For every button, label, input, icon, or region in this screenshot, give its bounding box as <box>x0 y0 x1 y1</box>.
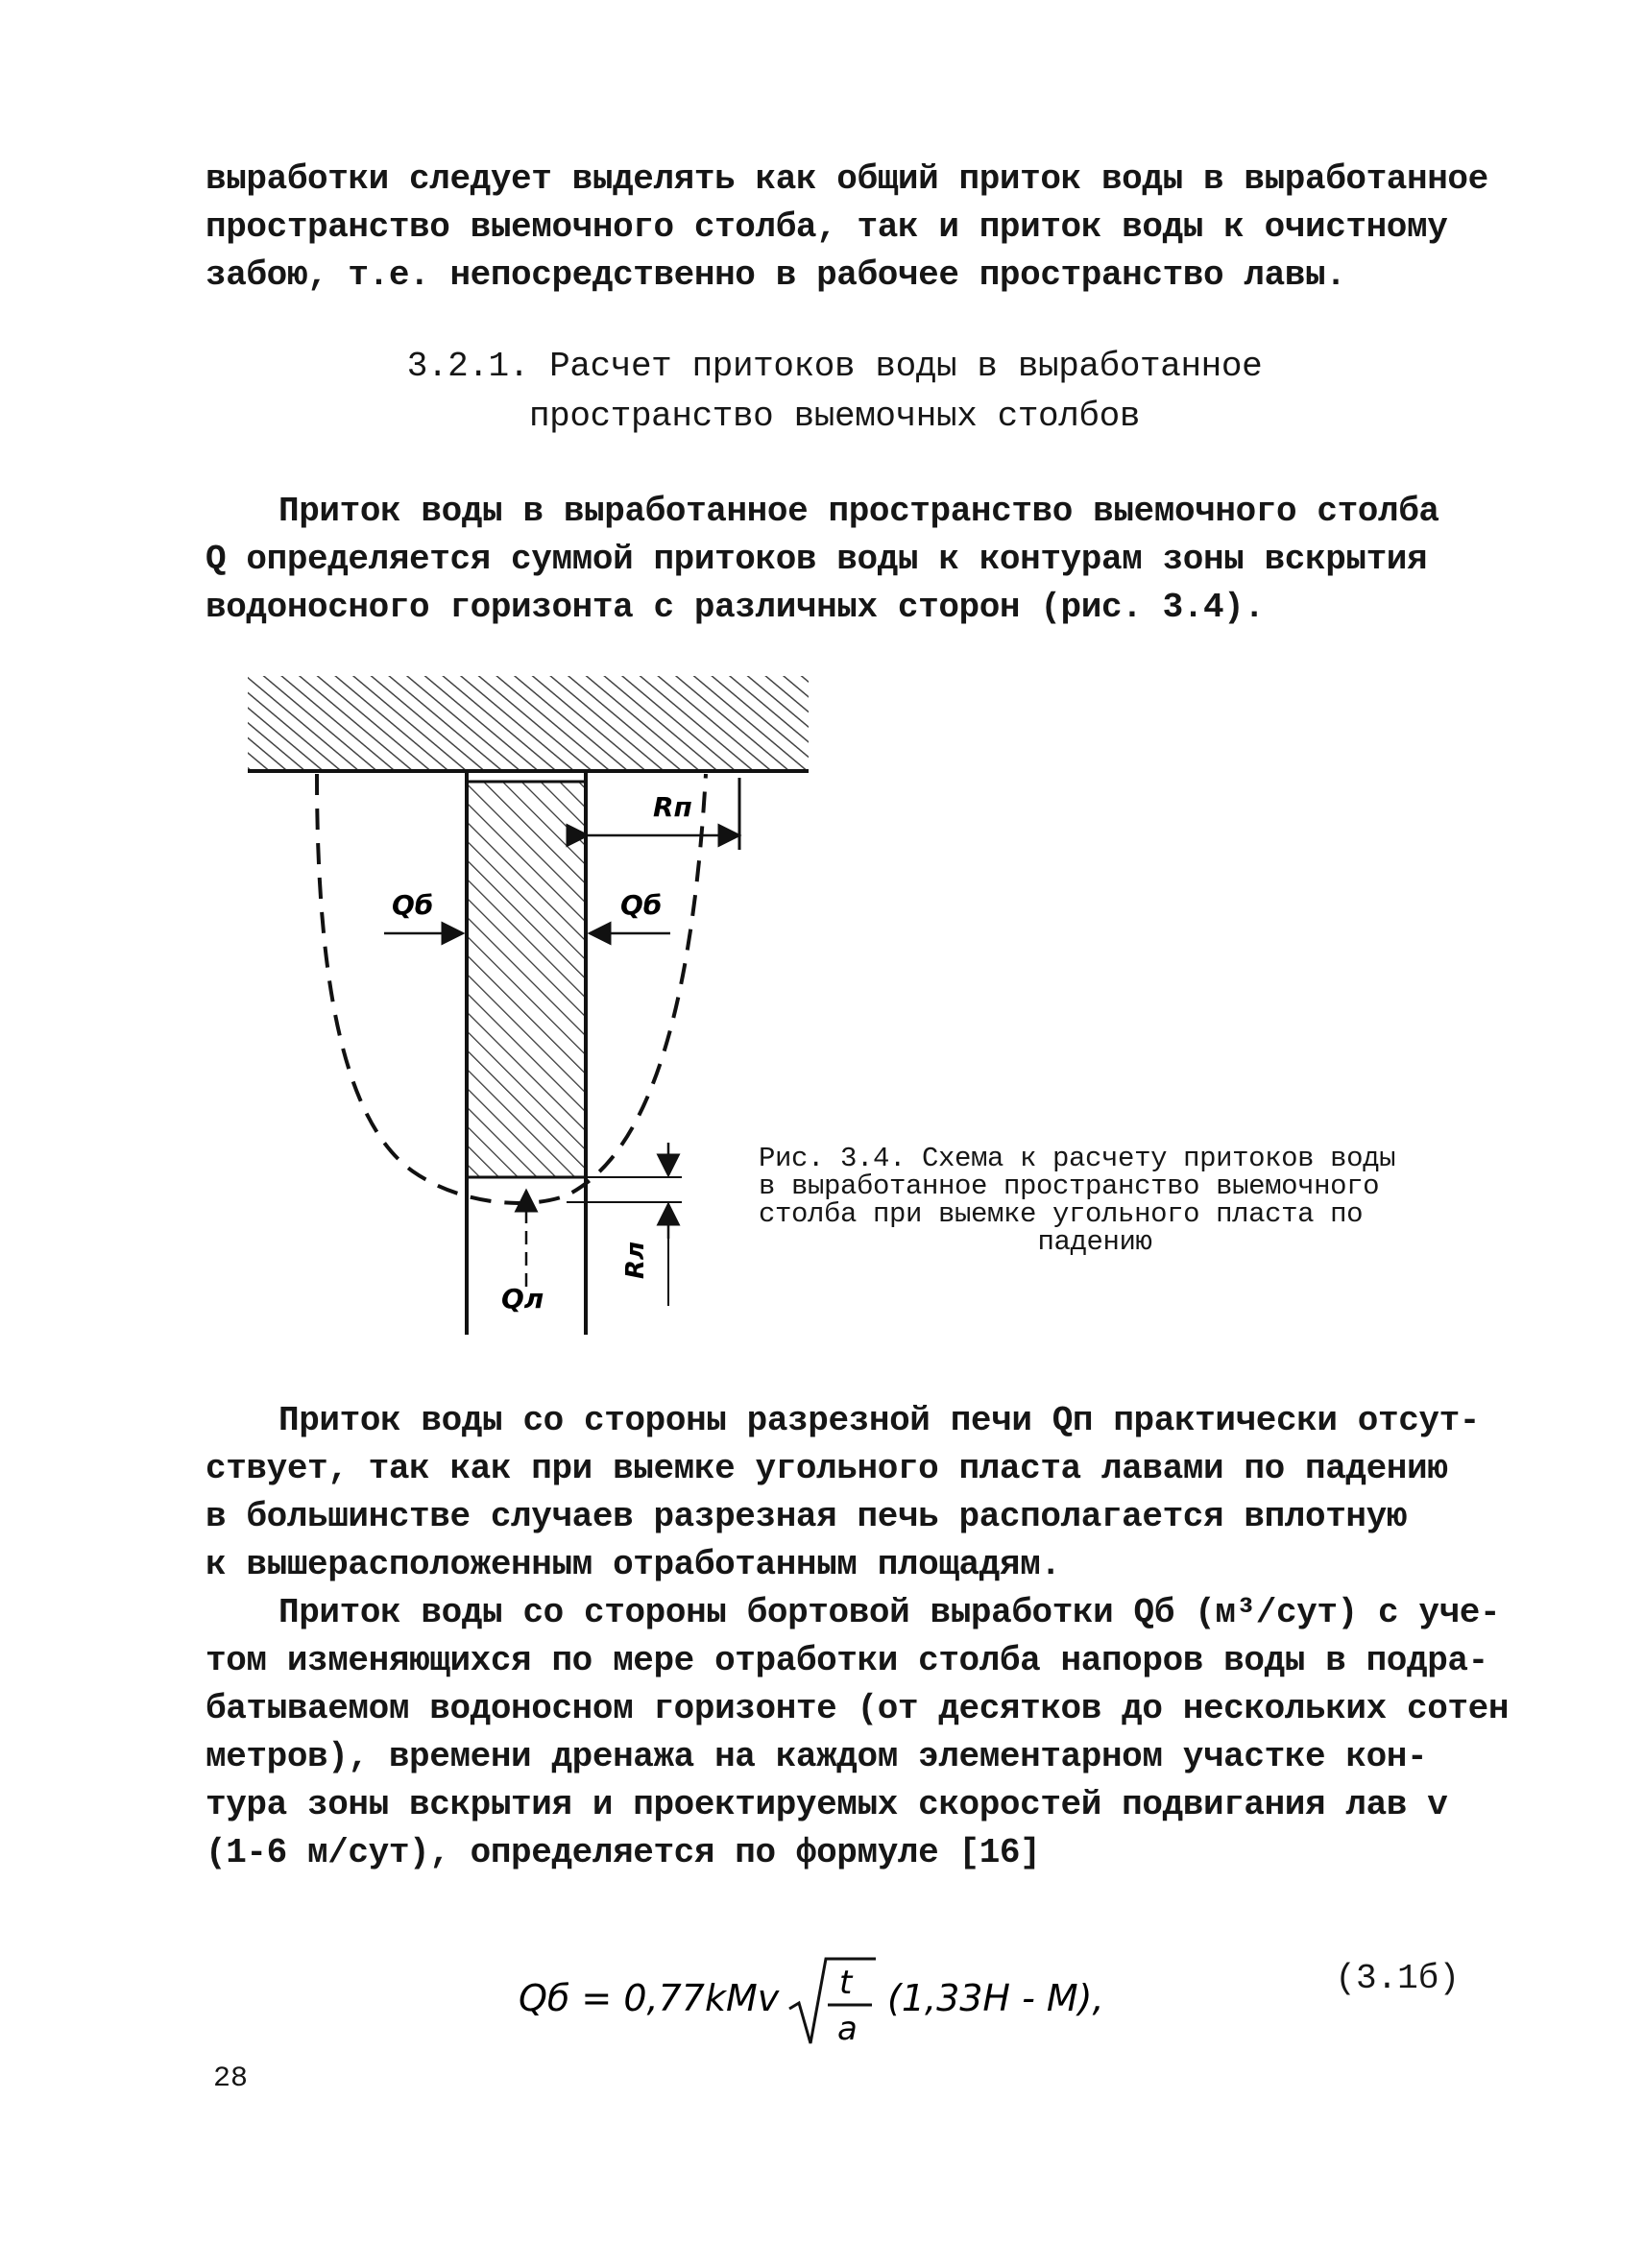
label-q-b-left: Qб <box>392 889 434 921</box>
paragraph-top <box>206 156 1488 300</box>
text-line: тура зоны вскрытия и проектируемых скоростей подвигания лав v <box>206 1785 1448 1824</box>
label-q-b-right: Qб <box>620 889 663 921</box>
label-q-l: Qл <box>501 1283 544 1315</box>
text-line: Приток воды со стороны разрезной печи Qп практически отсут- <box>278 1401 1481 1440</box>
upper-strata-hatch <box>248 676 809 770</box>
text-line: батываемом водоносном горизонте (от десятков до нескольких сотен <box>206 1689 1510 1728</box>
formula-left-part: Qб = 0,77kMv <box>519 1977 780 2019</box>
text-line: том изменяющихся по мере отработки столба напоров воды в подра- <box>206 1641 1488 1680</box>
text-line: забою, т.е. непосредственно в рабочее пространство лавы. <box>206 255 1346 295</box>
formula-number: (3.1б) <box>1335 1959 1460 1998</box>
text-line: в большинстве случаев разрезная печь располагается вплотную <box>206 1497 1408 1536</box>
formula-sqrt-sign <box>789 1959 876 2043</box>
caption-line: столба при выемке угольного пласта по <box>759 1198 1364 1230</box>
label-r-p: Rп <box>653 791 692 823</box>
text-line: (1-6 м/сут), определяется по формуле [16] <box>206 1833 1041 1872</box>
section-heading <box>206 342 1463 442</box>
caption-line: падению <box>1037 1226 1152 1258</box>
text-line: водоносного горизонта с различных сторон (рис. 3.4). <box>206 588 1265 627</box>
page-number: 28 <box>213 2063 249 2095</box>
text-line: к вышерасположенным отработанным площадям. <box>206 1545 1061 1584</box>
label-r-l: Rл <box>621 1241 650 1279</box>
formula-t: t <box>839 1964 853 2002</box>
formula-a: a <box>837 2010 858 2048</box>
formula-right-part: (1,33H - M), <box>887 1977 1104 2019</box>
text-line: пространство выемочного столба, так и приток воды к очистному <box>206 207 1448 247</box>
figure-caption <box>759 1145 1431 1256</box>
paragraph-cut-side <box>206 1397 1481 1589</box>
text-line: ствует, так как при выемке угольного пласта лавами по падению <box>206 1449 1448 1488</box>
caption-line: в выработанное пространство выемочного <box>759 1170 1380 1202</box>
formula-3-1b <box>519 1949 1460 2055</box>
caption-line: Рис. 3.4. Схема к расчету притоков воды <box>759 1143 1396 1174</box>
text-line: Приток воды со стороны бортовой выработки Qб (м³/сут) с уче- <box>278 1593 1501 1632</box>
paragraph-intro <box>206 488 1463 632</box>
heading-line: пространство выемочных столбов <box>528 397 1141 436</box>
text-line: Приток воды в выработанное пространство выемочного столба <box>278 492 1439 531</box>
formula-expression <box>519 1949 1248 2055</box>
paragraph-flank-side <box>206 1589 1510 1877</box>
text-line: Q определяется суммой притоков воды к контурам зоны вскрытия <box>206 540 1428 579</box>
figure-3-4-diagram <box>240 672 816 1363</box>
text-line: выработки следует выделять как общий приток воды в выработанное <box>206 159 1488 199</box>
text-line: метров), времени дренажа на каждом элементарном участке кон- <box>206 1737 1428 1776</box>
heading-line: 3.2.1. Расчет притоков воды в выработанное <box>406 347 1263 386</box>
panel-column-hatch <box>469 782 586 1177</box>
